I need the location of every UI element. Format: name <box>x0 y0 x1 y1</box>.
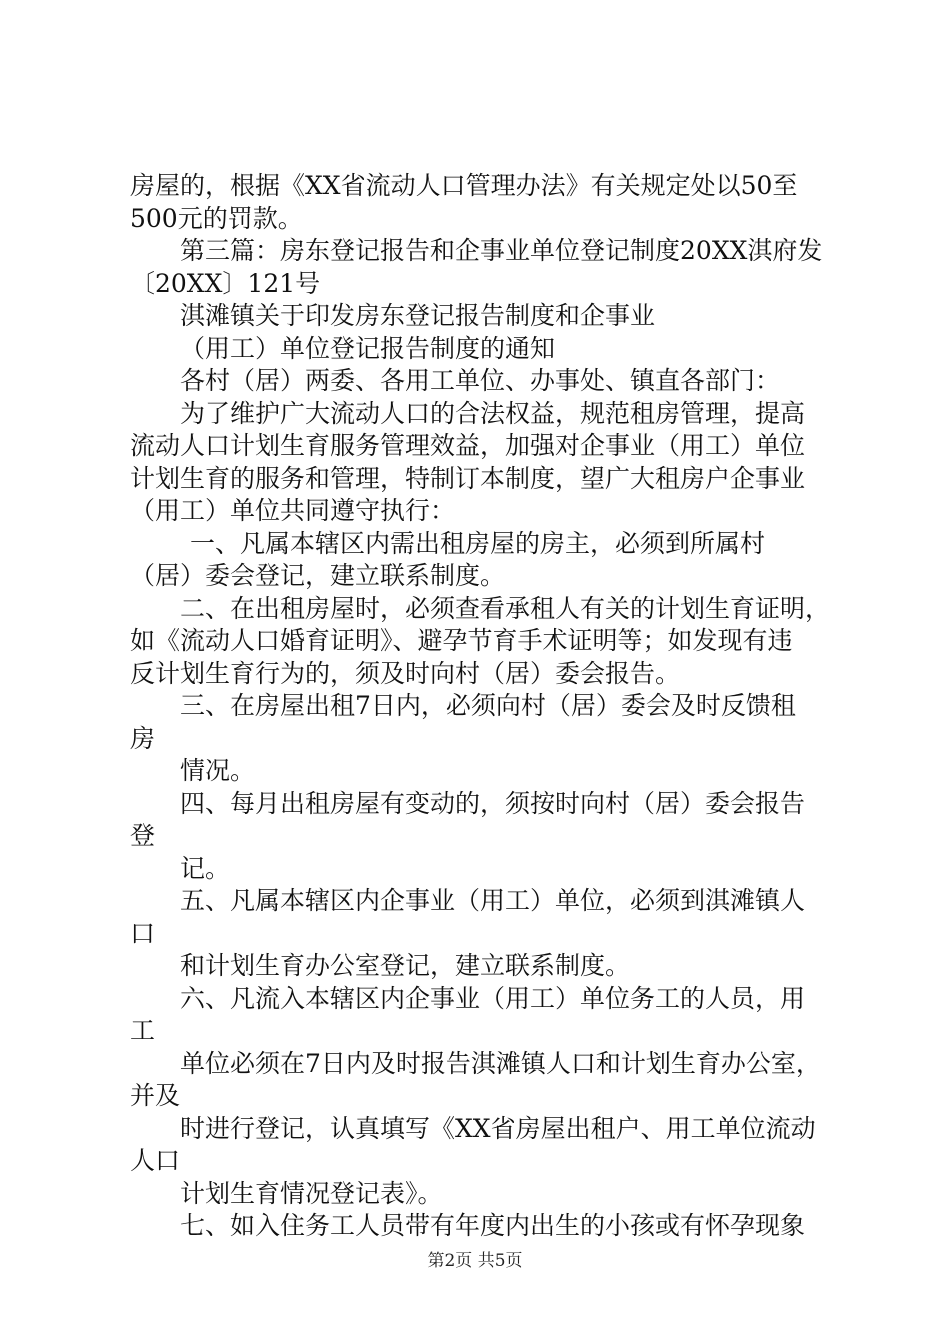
text-line: 反计划生育行为的，须及时向村（居）委会报告。 <box>130 658 681 688</box>
text-line: 登 <box>130 821 156 850</box>
text-line: 如《流动人口婚育证明》、避孕节育手术证明等；如发现有违 <box>130 626 793 655</box>
text-line: （用工）单位登记报告制度的通知 <box>180 333 556 363</box>
text-line: 工 <box>130 1016 156 1045</box>
text-line: 房屋的，根据《XX省流动人口管理办法》有关规定处以50至 <box>130 171 798 200</box>
text-line: 各村（居）两委、各用工单位、办事处、镇直各部门： <box>180 366 781 395</box>
text-line: 淇滩镇关于印发房东登记报告制度和企事业 <box>180 301 656 330</box>
text-line: 一、凡属本辖区内需出租房屋的房主，必须到所属村 <box>190 528 766 558</box>
text-line: 四、每月出租房屋有变动的，须按时向村（居）委会报告 <box>180 788 806 818</box>
text-line: 房 <box>130 723 156 753</box>
text-line: 第三篇：房东登记报告和企事业单位登记制度20XX淇府发 <box>180 236 823 265</box>
text-line: 五、凡属本辖区内企事业（用工）单位，必须到淇滩镇人 <box>180 886 806 915</box>
text-line: 流动人口计划生育服务管理效益，加强对企事业（用工）单位 <box>130 431 806 460</box>
text-line: 和计划生育办公室登记，建立联系制度。 <box>180 951 631 980</box>
text-line: 六、凡流入本辖区内企事业（用工）单位务工的人员，用 <box>180 983 806 1013</box>
page-footer: 第2页 共5页 <box>427 1251 523 1271</box>
text-line: 为了维护广大流动人口的合法权益，规范租房管理，提高 <box>180 398 806 428</box>
text-line: 计划生育情况登记表》。 <box>180 1178 443 1208</box>
text-line: 记。 <box>180 853 231 883</box>
text-line: （用工）单位共同遵守执行： <box>130 496 456 525</box>
text-line: 时进行登记，认真填写《XX省房屋出租户、用工单位流动 <box>180 1113 816 1143</box>
document-body <box>130 170 840 1243</box>
text-line: 二、在出租房屋时，必须查看承租人有关的计划生育证明， <box>180 593 831 623</box>
text-line: 500元的罚款。 <box>130 203 303 233</box>
text-line: 三、在房屋出租7日内，必须向村（居）委会及时反馈租 <box>180 691 796 720</box>
text-line: （居）委会登记，建立联系制度。 <box>130 561 506 590</box>
text-line: 人口 <box>130 1146 181 1175</box>
text-line: 单位必须在7日内及时报告淇滩镇人口和计划生育办公室， <box>180 1048 821 1078</box>
text-line: 七、如入住务工人员带有年度内出生的小孩或有怀孕现象 <box>180 1211 806 1240</box>
text-line: 并及 <box>130 1081 181 1110</box>
text-line: 口 <box>130 918 156 948</box>
text-line: 情况。 <box>180 756 256 785</box>
text-line: 〔20XX〕121号 <box>130 268 321 298</box>
text-line: 计划生育的服务和管理，特制订本制度，望广大租房户企事业 <box>130 463 806 493</box>
